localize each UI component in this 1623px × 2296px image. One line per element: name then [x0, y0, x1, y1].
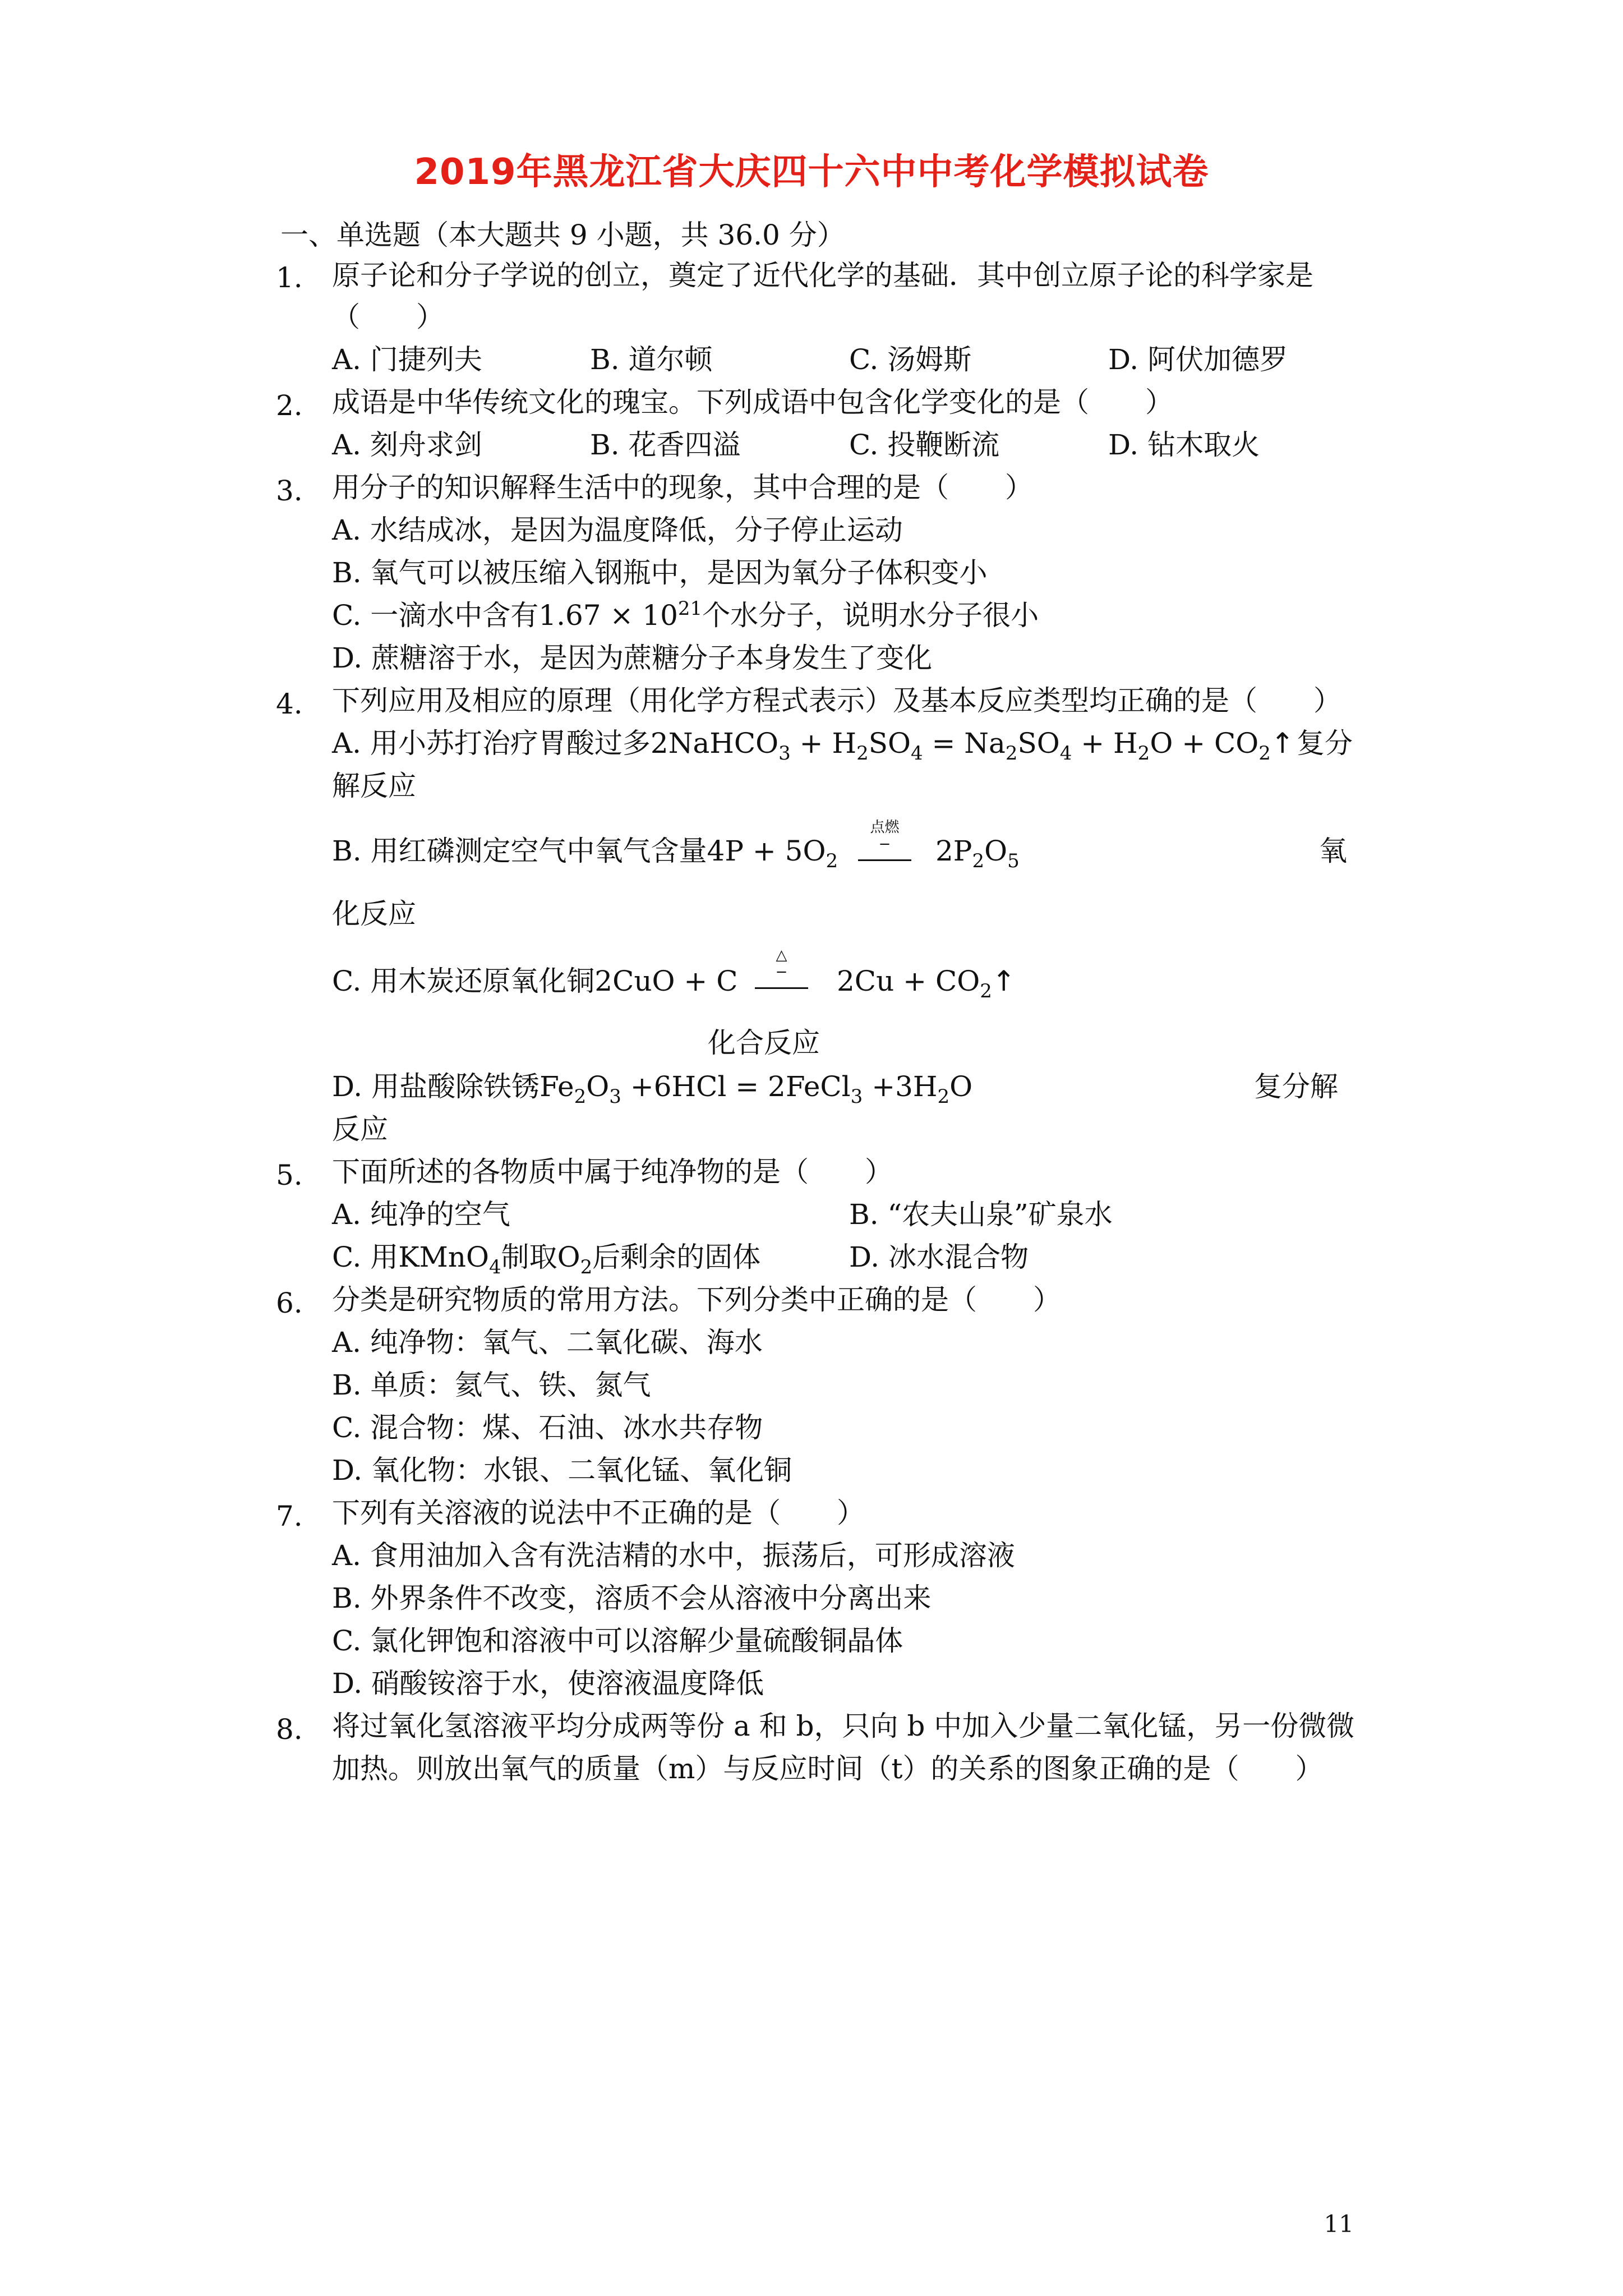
question-stem: 分类是研究物质的常用方法。下列分类中正确的是（ ） — [332, 1283, 1061, 1316]
option-a[interactable]: A. 门捷列夫 — [332, 343, 482, 376]
question-stem: 用分子的知识解释生活中的现象，其中合理的是（ ） — [332, 471, 1033, 504]
section-heading: 一、单选题（本大题共 9 小题，共 36.0 分） — [280, 219, 845, 251]
answer-blank: （ ） — [332, 301, 444, 333]
question-stem-cont: 加热。则放出氧气的质量（m）与反应时间（t）的关系的图象正确的是（ ） — [332, 1752, 1324, 1785]
product-b: $2P_2O_5$ — [935, 835, 1020, 872]
question-number: 2. — [276, 389, 303, 422]
reaction-type-d-cont: 反应 — [332, 1113, 388, 1145]
reaction-condition-c: △ − — [755, 948, 808, 989]
option-c[interactable]: C. 氯化钾饱和溶液中可以溶解少量硫酸铜晶体 — [332, 1625, 903, 1657]
option-c[interactable]: C. 汤姆斯 — [849, 343, 972, 376]
product-c: $2Cu + CO_2↑$ — [837, 965, 1016, 1002]
option-a[interactable]: A. 纯净物：氧气、二氧化碳、海水 — [332, 1326, 763, 1359]
option-c[interactable]: C. 投鞭断流 — [849, 429, 1000, 461]
question-number: 4. — [276, 688, 303, 720]
reaction-type-c: 化合反应 — [708, 1027, 820, 1059]
reaction-condition-b: 点燃 − — [858, 820, 911, 861]
option-d[interactable]: D. 蔗糖溶于水，是因为蔗糖分子本身发生了变化 — [332, 642, 933, 674]
option-d[interactable]: D. 钻木取火 — [1108, 429, 1260, 461]
question-stem: 原子论和分子学说的创立，奠定了近代化学的基础．其中创立原子论的科学家是 — [332, 259, 1313, 292]
option-a[interactable]: A. 食用油加入含有洗洁精的水中，振荡后，可形成溶液 — [332, 1539, 1015, 1572]
option-b[interactable]: B. 花香四溢 — [590, 429, 741, 461]
page-title: 2019年黑龙江省大庆四十六中中考化学模拟试卷 — [414, 151, 1209, 193]
question-number: 6. — [276, 1287, 303, 1319]
question-stem: 将过氧化氢溶液平均分成两等份 a 和 b，只向 b 中加入少量二氧化锰，另一份微微 — [332, 1710, 1355, 1742]
question-number: 7. — [276, 1500, 303, 1533]
option-b[interactable]: B. 单质：氦气、铁、氮气 — [332, 1369, 651, 1401]
option-d[interactable]: D. 冰水混合物 — [849, 1241, 1029, 1273]
reaction-type-a-cont: 解反应 — [332, 770, 416, 802]
question-number: 3. — [276, 475, 303, 507]
option-c[interactable]: C. 用KMnO$_4$制取$O_2$后剩余的固体 — [332, 1241, 761, 1278]
option-c[interactable]: C. 一滴水中含有$1.67 \times 10^{21}$个水分子，说明水分子很小 — [332, 597, 1039, 632]
option-d[interactable]: D. 阿伏加德罗 — [1108, 343, 1288, 376]
option-c[interactable]: C. 用木炭还原氧化铜2CuO + C — [332, 965, 738, 997]
option-a[interactable]: A. 用小苏打治疗胃酸过多2NaHCO$_3$ + $H_2SO_4 = Na_2SO_4 + H_2O$ + $CO_2↑$ — [332, 727, 1294, 765]
question-stem: 下列有关溶液的说法中不正确的是（ ） — [332, 1497, 865, 1529]
option-a[interactable]: A. 刻舟求剑 — [332, 429, 482, 461]
option-a[interactable]: A. 水结成冰，是因为温度降低，分子停止运动 — [332, 514, 903, 546]
reaction-type-b: 氧 — [1319, 835, 1347, 867]
option-b[interactable]: B. “农夫山泉”矿泉水 — [849, 1198, 1113, 1231]
reaction-type-b-cont: 化反应 — [332, 898, 416, 930]
question-number: 5. — [276, 1159, 303, 1191]
option-d[interactable]: D. 硝酸铵溶于水，使溶液温度降低 — [332, 1667, 764, 1700]
option-b[interactable]: B. 用红磷测定空气中氧气含量$4P + 5O_2$ — [332, 835, 838, 872]
question-number: 1. — [276, 261, 303, 294]
reaction-type-d: 复分解 — [1254, 1070, 1338, 1103]
question-stem: 下列应用及相应的原理（用化学方程式表示）及基本反应类型均正确的是（ ） — [332, 684, 1341, 717]
option-c[interactable]: C. 混合物：煤、石油、冰水共存物 — [332, 1411, 763, 1444]
option-b[interactable]: B. 道尔顿 — [590, 343, 713, 376]
question-stem: 成语是中华传统文化的瑰宝。下列成语中包含化学变化的是（ ） — [332, 386, 1173, 418]
option-d[interactable]: D. 氧化物：水银、二氧化锰、氧化铜 — [332, 1454, 792, 1487]
option-b[interactable]: B. 外界条件不改变，溶质不会从溶液中分离出来 — [332, 1582, 932, 1614]
option-d[interactable]: D. 用盐酸除铁锈$Fe_2O_3 +6HCl$ = 2FeCl$_3$ $+3H_2O$ — [332, 1070, 973, 1108]
option-b[interactable]: B. 氧气可以被压缩入钢瓶中，是因为氧分子体积变小 — [332, 556, 988, 589]
question-stem: 下面所述的各物质中属于纯净物的是（ ） — [332, 1156, 893, 1188]
reaction-type-a: 复分 — [1297, 727, 1353, 760]
option-a[interactable]: A. 纯净的空气 — [332, 1198, 510, 1231]
page-number: 11 — [1324, 2210, 1354, 2238]
question-number: 8. — [276, 1713, 303, 1746]
